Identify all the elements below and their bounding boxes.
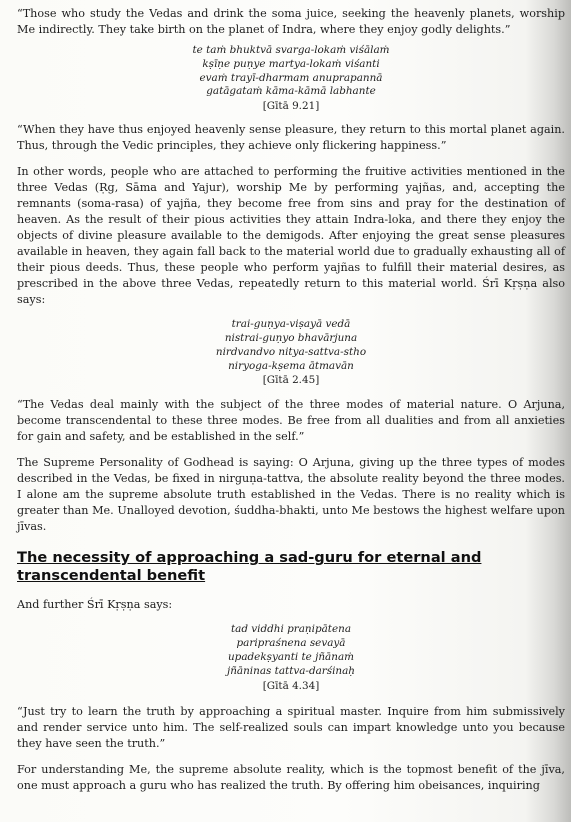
verse-reference: [Gītā 4.34]	[262, 679, 320, 692]
page-content	[17, 6, 565, 794]
section-heading: The necessity of approaching a sad-guru for eternal and transcendental benefit	[17, 549, 482, 585]
verse-line: upadekṣyanti te jñānaṁ	[227, 650, 354, 663]
verse-gita-4-34	[17, 623, 565, 692]
paragraph-intro-krsna-says: And further Śrī Kṛṣṇa says:	[17, 598, 173, 612]
paragraph-gita-2-45-translation: “The Vedas deal mainly with the subject of the three modes of material nature. O Arjuna, become transcendental to these three modes. Be free from all dualities and from all anxieties for gain and safety, and be established in the self.”	[17, 398, 565, 444]
verse-line: paripraśnena sevayā	[236, 637, 346, 650]
verse-line: nistrai-guṇyo bhavārjuna	[224, 331, 358, 344]
verse-line: gatāgataṁ kāma-kāmā labhante	[206, 85, 376, 98]
verse-line: trai-guṇya-viṣayā vedā	[231, 318, 351, 331]
paragraph-understanding-me: For understanding Me, the supreme absolute reality, which is the topmost benefit of the jīva, one must approach a guru who has realized the truth. By offering him obeisances, inquiring	[17, 762, 565, 792]
paragraph-gita-4-34-translation: “Just try to learn the truth by approaching a spiritual master. Inquire from him submissively and render service unto him. The self-realized souls can impart knowledge unto you because they have seen the truth.”	[17, 704, 565, 750]
verse-line: nirdvandvo nitya-sattva-stho	[215, 345, 367, 358]
verse-line: tad viddhi praṇipātena	[230, 623, 352, 636]
paragraph-supreme-personality: The Supreme Personality of Godhead is saying: O Arjuna, giving up the three types of modes described in the Vedas, be fixed in nirguṇa-tattva, the absolute reality beyond the three modes. I alone am the supreme absolute truth established in the Vedas. There is no reality which is greater than Me. Unalloyed devotion, śuddha-bhakti, unto Me bestows the highest welfare upon jīvas.	[17, 456, 565, 534]
verse-gita-9-21	[17, 44, 565, 113]
verse-line: evaṁ trayī-dharmam anuprapannā	[199, 71, 383, 84]
paragraph-gita-9-21-translation: “When they have thus enjoyed heavenly sense pleasure, they return to this mortal planet again. Thus, through the Vedic principles, they achieve only flickering happiness.”	[17, 123, 565, 153]
verse-line: niryoga-kṣema ātmavān	[228, 359, 354, 372]
verse-line: jñāninas tattva-darśinaḥ	[227, 664, 355, 677]
verse-gita-2-45	[17, 318, 565, 387]
paragraph-commentary: In other words, people who are attached to performing the fruitive activities mentioned in the three Vedas (Ṛg, Sāma and Yajur), worship Me by performing yajñas, and, accepting the remnants (soma-rasa) of yajña, they become free from sins and pray for the destination of heaven. As the result of their pious activities they attain Indra-loka, and there they enjoy the objects of divine pleasure available to the demigods. After enjoying the great sense pleasures available in heaven, they again fall back to the material world due to gradually exhausting all of their pious deeds. Thus, these people who perform yajñas to fulfill their material desires, as prescribed in the above three Vedas, repeatedly return to this material world. Śrī Kṛṣṇa also says:	[17, 165, 565, 307]
verse-line: kṣīṇe puṇye martya-lokaṁ viśanti	[202, 57, 380, 70]
verse-line: te taṁ bhuktvā svarga-lokaṁ viśālaṁ	[192, 44, 390, 56]
paragraph-gita-9-20-translation: “Those who study the Vedas and drink the soma juice, seeking the heavenly planets, worship Me indirectly. They take birth on the planet of Indra, where they enjoy godly delights.”	[17, 7, 565, 36]
verse-reference: [Gītā 9.21]	[262, 100, 320, 113]
verse-reference: [Gītā 2.45]	[262, 374, 320, 387]
